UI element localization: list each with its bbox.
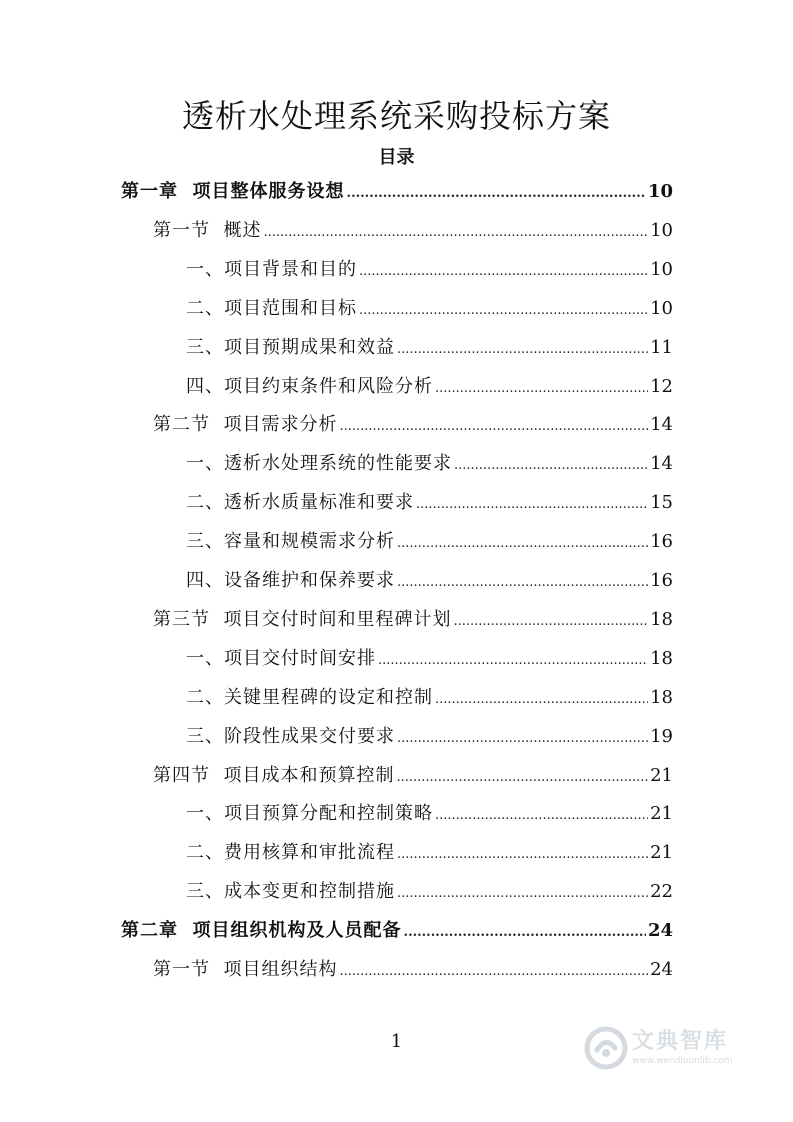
watermark-logo-icon	[584, 1026, 628, 1070]
toc-entry-page: 24	[647, 920, 673, 942]
watermark-name: 文典智库	[632, 1029, 729, 1054]
toc-entry-page: 10	[650, 297, 673, 319]
toc-leader-dots	[397, 841, 648, 869]
toc-heading: 目录	[378, 147, 415, 168]
toc-entry[interactable]	[121, 178, 673, 206]
toc-entry[interactable]	[186, 723, 673, 751]
page-number: 1	[390, 1031, 403, 1052]
toc-entry-label: 三、容量和规模需求分析	[186, 531, 395, 553]
toc-leader-dots	[397, 569, 648, 597]
toc-entry-page: 21	[650, 803, 673, 825]
toc-entry-label: 第一节 项目组织结构	[153, 959, 338, 980]
toc-entry-label: 第四节 项目成本和预算控制	[153, 764, 395, 786]
toc-entry-label: 二、费用核算和审批流程	[186, 842, 395, 864]
watermark-text	[632, 1029, 733, 1067]
toc-leader-dots	[359, 297, 648, 325]
toc-leader-dots	[397, 336, 648, 364]
toc-leader-dots	[359, 258, 648, 286]
toc-leader-dots	[416, 491, 648, 519]
toc-entry-page: 24	[650, 959, 673, 980]
toc-entry-label: 一、项目预算分配和控制策略	[186, 803, 433, 825]
toc-entry-page: 10	[647, 181, 673, 202]
toc-entry-page: 12	[650, 375, 673, 397]
toc-entry-label: 第一章 项目整体服务设想	[121, 181, 345, 202]
toc-entry[interactable]	[186, 256, 673, 284]
toc-entry-page: 21	[650, 842, 673, 864]
toc-entry-page: 11	[650, 336, 673, 358]
toc-entry[interactable]	[186, 295, 673, 323]
toc-leader-dots	[397, 880, 648, 908]
toc-entry[interactable]	[186, 528, 673, 556]
toc-entry-label: 二、关键里程碑的设定和控制	[186, 686, 433, 708]
toc-entry[interactable]	[153, 956, 673, 984]
toc-entry[interactable]	[186, 489, 673, 517]
toc-leader-dots	[404, 919, 646, 947]
toc-leader-dots	[339, 958, 648, 986]
toc-entry-label: 三、项目预期成果和效益	[186, 336, 395, 358]
toc-entry-page: 10	[650, 219, 673, 241]
toc-leader-dots	[347, 180, 646, 208]
toc-entry-label: 第二章 项目组织机构及人员配备	[121, 920, 402, 942]
toc-entry[interactable]	[153, 606, 673, 634]
toc-leader-dots	[378, 647, 648, 675]
toc-leader-dots	[454, 452, 648, 480]
toc-entry[interactable]	[186, 373, 673, 401]
toc-leader-dots	[397, 530, 648, 558]
toc-entry-page: 10	[650, 258, 673, 280]
toc-entry-label: 四、项目约束条件和风险分析	[186, 375, 433, 397]
toc-entry[interactable]	[186, 450, 673, 478]
toc-entry[interactable]	[186, 800, 673, 828]
toc-entry-label: 三、成本变更和控制措施	[186, 881, 395, 903]
toc-entry-label: 第三节 项目交付时间和里程碑计划	[153, 608, 452, 630]
toc-entry[interactable]	[186, 645, 673, 673]
toc-entry[interactable]	[186, 839, 673, 867]
toc-entry-page: 14	[650, 453, 673, 475]
toc-entry-page: 16	[650, 531, 673, 553]
toc-entry[interactable]	[186, 334, 673, 362]
toc-entry-page: 18	[650, 686, 673, 708]
toc-entry-label: 第二节 项目需求分析	[153, 414, 338, 436]
toc-leader-dots	[263, 219, 648, 247]
toc-entry[interactable]	[121, 917, 673, 945]
toc-entry-page: 21	[650, 764, 673, 786]
toc-leader-dots	[435, 802, 648, 830]
toc-leader-dots	[397, 725, 648, 753]
toc-leader-dots	[435, 375, 648, 403]
toc-entry-label: 一、项目交付时间安排	[186, 647, 376, 669]
watermark-url: www.wendiounlib.com	[632, 1056, 733, 1066]
toc-entry[interactable]	[186, 684, 673, 712]
toc-entry-label: 一、透析水处理系统的性能要求	[186, 453, 452, 475]
toc-entry-page: 19	[650, 725, 673, 747]
toc-leader-dots	[339, 413, 648, 441]
toc-entry-label: 四、设备维护和保养要求	[186, 570, 395, 591]
toc-entry-page: 18	[650, 647, 673, 669]
toc-entry-page: 18	[650, 608, 673, 630]
toc-entry[interactable]	[186, 567, 673, 595]
toc-entry-page: 15	[650, 492, 673, 514]
toc-entry-label: 二、项目范围和目标	[186, 297, 357, 319]
toc-entry[interactable]	[186, 878, 673, 906]
toc-entry-label: 第一节 概述	[153, 219, 262, 241]
toc-entry-label: 二、透析水质量标准和要求	[186, 492, 414, 514]
toc-entry[interactable]	[153, 411, 673, 439]
toc-leader-dots	[396, 764, 648, 792]
watermark	[584, 1018, 784, 1078]
toc-entry-label: 一、项目背景和目的	[186, 258, 357, 280]
toc-entry-page: 16	[650, 570, 673, 591]
toc-entry[interactable]	[153, 762, 673, 790]
toc-entry-page: 14	[650, 414, 673, 436]
toc-entry-page: 22	[650, 881, 673, 903]
toc-leader-dots	[435, 686, 648, 714]
toc-entry-label: 三、阶段性成果交付要求	[186, 725, 395, 747]
toc-entry[interactable]	[153, 217, 673, 245]
toc-leader-dots	[453, 608, 648, 636]
document-title: 透析水处理系统采购投标方案	[181, 97, 611, 135]
